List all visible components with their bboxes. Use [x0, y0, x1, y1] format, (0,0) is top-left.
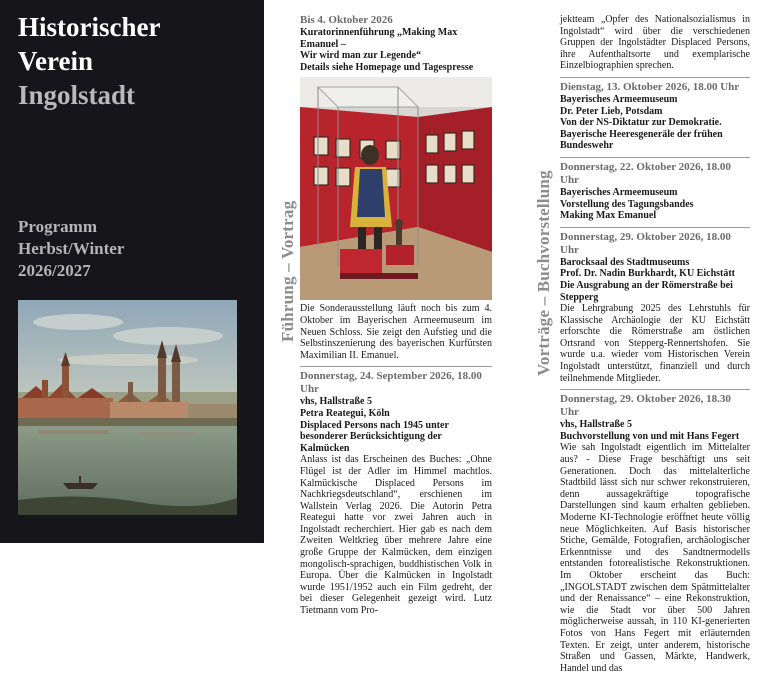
event-speaker: Petra Reategui, Köln — [300, 407, 390, 419]
event-date: Dienstag, 13. Oktober 2026, 18.00 Uhr — [560, 80, 740, 93]
event-description: Wie sah Ingolstadt eigentlich im Mittelalter aus? - Diese Frage beschäftigt uns seit Generationen. Doch das mittelalterliche Stadtbild lässt sich nur schwer rekonstruieren, denn aussagekräftige topografische Darstellungen sind kaum erhalten geblieben. Moderne KI-Technologie eröffnet heute völlig neue Möglichkeiten. Auf Basis historischer Stiche, Gemälde, Fotografien, archäologischer Erkenntnisse und des Sandtnermodells entstanden fotorealistische Rekonstruktionen. Im Oktober erscheint das Buch: „INGOLSTADT zwischen dem Spätmittelalter und der Renaissance“ – eine Rekonstruktion, wie die Stadt vor über 500 Jahren möglicherweise aussah, in 110 KI-generierten Fotos von Hans Fegert mit erläuternden Texten. Er zeigt, unter anderem, historische Straßen und Gassen, Märkte, Handwerk, Handel und das — [560, 442, 750, 674]
event-date: Bis 4. Oktober 2026 — [300, 14, 393, 26]
program-line-3: 2026/2027 — [18, 261, 91, 280]
event-title: Kuratorinnenführung „Making Max Emanuel – — [300, 27, 458, 50]
event-date: Donnerstag, 24. September 2026, 18.00 Uhr — [300, 370, 482, 396]
middle-column — [300, 14, 492, 617]
divider — [560, 157, 750, 158]
program-line-2: Herbst/Winter — [18, 239, 125, 258]
event-location: vhs, Hallstraße 5 — [300, 396, 372, 408]
program-line-1: Programm — [18, 217, 97, 236]
city-painting-image — [18, 300, 237, 515]
event-location: Bayerisches Armeemuseum — [560, 93, 678, 105]
divider — [560, 77, 750, 78]
event-title: Vorstellung des Tagungsbandes — [560, 198, 694, 210]
title-line-3: Ingolstadt — [18, 80, 136, 110]
event-location: vhs, Hallstraße 5 — [560, 419, 632, 431]
event-date: Donnerstag, 29. Oktober 2026, 18.30 Uhr — [560, 393, 731, 419]
event-description: Anlass ist das Erscheinen des Buches: „Ohne Flügel ist der Adler im Himmel machtlos. Kalmückische Displaced Persons im Nachkriegsdeutschland“, erschienen im Wallstein Verlag 2026. Die Autorin Petra Reategui hatte vor zwei Jahren auch in Ingolstadt recherchiert. Hier gab es nach dem Zweiten Weltkrieg über mehrere Jahre eine große Gruppe der Kalmücken, dem einzigen mongolisch-sprachigen, buddhistischen Volk in Europa. Über die Kalmücken in Ingolstadt wurde 1951/1952 auch ein Film gedreht, der bei dieser Gelegenheit gezeigt wird. Lutz Tietmann vom Pro- — [300, 454, 492, 617]
divider — [560, 227, 750, 228]
section-label-tour-lecture: Führung – Vortrag — [278, 200, 297, 342]
event-speaker: Prof. Dr. Nadin Burkhardt, KU Eichstätt — [560, 268, 736, 280]
event-date: Donnerstag, 29. Oktober 2026, 18.00 Uhr — [560, 230, 731, 256]
event-title: Die Ausgrabung an der Römerstraße bei Stepperg — [560, 279, 733, 303]
divider — [560, 389, 750, 390]
event-description-continued: jektteam „Opfer des Nationalsozialismus in Ingolstadt“ wird über die verschiedenen Gruppen der Ingolstädter Displaced Persons, ihre Aufenthaltsorte und exemplarische Einzelbiographien sprechen. — [560, 14, 750, 72]
event-details-note: Details siehe Homepage und Tagespresse — [300, 61, 474, 73]
event-description: Die Sonderausstellung läuft noch bis zum 4. Oktober im Bayerischen Armeemuseum im Neuen Schloss. Sie zeigt den Aufstieg und die Selbstinszenierung des bayerischen Kurfürsten Maximilian II. Emanuel. — [300, 303, 492, 361]
society-title — [18, 10, 160, 112]
program-heading — [18, 216, 124, 282]
title-line-1: Historischer — [18, 12, 161, 42]
section-label-lectures-book: Vorträge – Buchvorstellung — [534, 170, 553, 376]
event-date: Donnerstag, 22. Oktober 2026, 18.00 Uhr — [560, 160, 731, 186]
title-line-2: Verein — [18, 46, 94, 76]
event-title: Displaced Persons nach 1945 unter besonderer Berücksichtigung der Kalmücken — [300, 419, 449, 454]
right-column — [560, 14, 750, 674]
event-title: Wir wird man zur Legende“ — [300, 50, 422, 62]
exhibition-photo — [300, 77, 492, 300]
cover-panel — [0, 0, 264, 543]
event-title: Von der NS-Diktatur zur Demokratie. Bayerische Heeresgeneräle der frühen Bundeswehr — [560, 117, 723, 152]
event-description: Die Lehrgrabung 2025 des Lehrstuhls für Klassische Archäologie der KU Eichstätt erforschte die Römerstraße am östlichen Ortsrand von Stepperg-Rennertshofen. Sie wurde u.a. wieder vom Historischen Verein Ingolstadt unterstützt, finanziell und durch teilnehmende Mitglieder. — [560, 303, 750, 384]
event-location: Barocksaal des Stadtmuseums — [560, 256, 690, 268]
event-title: Making Max Emanuel — [560, 210, 657, 222]
event-title: Buchvorstellung von und mit Hans Fegert — [560, 430, 740, 442]
divider — [300, 366, 492, 367]
event-location: Bayerisches Armeemuseum — [560, 186, 678, 198]
event-speaker: Dr. Peter Lieb, Potsdam — [560, 105, 663, 117]
